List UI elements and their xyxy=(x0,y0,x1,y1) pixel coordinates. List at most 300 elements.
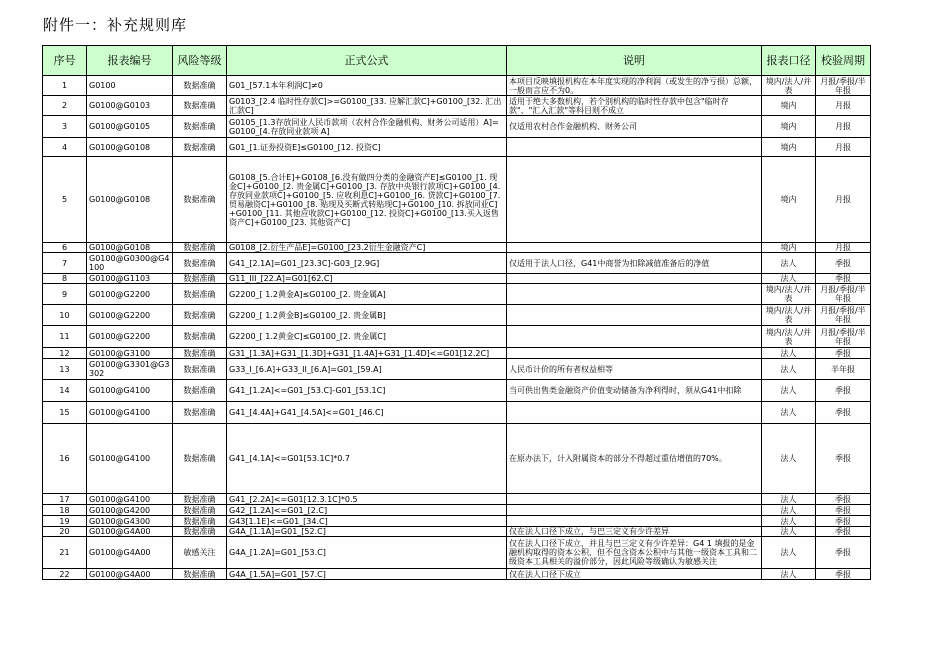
row-risk xyxy=(173,76,227,96)
row-risk xyxy=(173,157,227,243)
row-scope-text: 法人 xyxy=(780,348,797,358)
row-risk-text: 数据准确 xyxy=(183,569,216,579)
row-cycle xyxy=(816,505,871,516)
row-risk-text: 数据准确 xyxy=(183,122,216,131)
row-code-text: G0100 xyxy=(89,81,116,90)
row-formula-text: G41_[4.1A]<=G01[53.1C]*0.7 xyxy=(229,454,350,463)
row-formula xyxy=(227,537,507,569)
row-code xyxy=(87,253,173,274)
row-formula xyxy=(227,274,507,284)
row-note-text: 仅适用农村合作金融机构、财务公司 xyxy=(509,122,637,131)
row-scope-text: 境内 xyxy=(780,122,797,131)
row-scope-text: 境内 xyxy=(780,195,797,204)
row-seq xyxy=(43,305,87,326)
row-risk xyxy=(173,424,227,494)
row-scope-text: 境内/法人/并表 xyxy=(765,306,812,324)
table-row xyxy=(43,157,871,243)
row-code-text: G0100@G4100 xyxy=(89,386,151,395)
table-row xyxy=(43,424,871,494)
row-formula xyxy=(227,76,507,96)
row-code xyxy=(87,274,173,284)
row-code xyxy=(87,380,173,402)
row-scope-text: 法人 xyxy=(780,548,797,557)
row-code xyxy=(87,116,173,138)
row-cycle-text: 季报 xyxy=(835,548,851,557)
row-seq-text: 6 xyxy=(61,243,68,252)
row-code xyxy=(87,305,173,326)
row-formula-text: G31_[1.3A]+G31_[1.3D]+G31_[1.4A]+G31_[1.4D]<=G01[12.2C] xyxy=(229,348,490,358)
row-cycle xyxy=(816,96,871,116)
row-cycle xyxy=(816,157,871,243)
row-scope xyxy=(762,537,816,569)
row-formula xyxy=(227,348,507,359)
row-risk-text: 数据准确 xyxy=(183,516,216,526)
row-scope xyxy=(762,274,816,284)
row-seq-text: 14 xyxy=(59,386,70,395)
row-code-text: G0100@G4A00 xyxy=(89,548,151,557)
row-seq xyxy=(43,326,87,348)
row-cycle-text: 季报 xyxy=(835,274,851,283)
row-seq-text: 21 xyxy=(59,548,70,557)
row-seq xyxy=(43,359,87,380)
row-formula-text: G43[1.1E]<=G01_[34.C] xyxy=(229,516,328,526)
row-cycle xyxy=(816,527,871,537)
header-seq: 序号 xyxy=(43,46,87,76)
row-code-text: G0100@G4100 xyxy=(89,408,151,417)
row-note xyxy=(507,516,762,527)
row-note xyxy=(507,243,762,253)
row-code-text: G0100@G0105 xyxy=(89,122,151,131)
row-cycle xyxy=(816,359,871,380)
row-scope-text: 境内 xyxy=(780,101,797,110)
header-code: 报表编号 xyxy=(87,46,173,76)
row-seq xyxy=(43,402,87,424)
row-code-text: G0100@G4200 xyxy=(89,505,151,515)
row-cycle xyxy=(816,424,871,494)
row-seq xyxy=(43,569,87,580)
row-scope xyxy=(762,243,816,253)
row-code-text: G0100@G0108 xyxy=(89,195,151,204)
row-formula xyxy=(227,96,507,116)
rules-table xyxy=(42,45,871,580)
row-code xyxy=(87,326,173,348)
row-formula xyxy=(227,402,507,424)
table-row xyxy=(43,253,871,274)
row-code xyxy=(87,284,173,305)
row-code-text: G0100@G0108 xyxy=(89,243,151,252)
row-seq-text: 15 xyxy=(59,408,70,417)
row-formula xyxy=(227,284,507,305)
row-scope-text: 法人 xyxy=(780,386,797,395)
row-note xyxy=(507,527,762,537)
row-risk xyxy=(173,402,227,424)
row-note-text: 适用于绝大多数机构，若个别机构的临时性存款中包含"临时存款"、"汇入汇款"等科目则不成立 xyxy=(509,96,729,115)
row-note-text: 仅适用于法人口径，G41中商誉为扣除减值准备后的净值 xyxy=(509,258,710,268)
table-row xyxy=(43,569,871,580)
row-seq-text: 10 xyxy=(59,310,70,320)
row-seq-text: 11 xyxy=(59,332,70,341)
row-risk-text: 数据准确 xyxy=(183,81,216,90)
row-formula xyxy=(227,380,507,402)
row-formula-text: G2200_[ 1.2黄金B]≤G0100_[2. 贵金属B] xyxy=(229,310,386,320)
row-note xyxy=(507,348,762,359)
row-risk xyxy=(173,527,227,537)
row-cycle xyxy=(816,305,871,326)
row-risk-text: 数据准确 xyxy=(183,505,216,515)
row-cycle-text: 季报 xyxy=(835,516,851,526)
row-cycle-text: 季报 xyxy=(835,505,851,515)
table-row xyxy=(43,359,871,380)
row-formula xyxy=(227,326,507,348)
row-seq-text: 20 xyxy=(59,527,70,536)
row-code xyxy=(87,569,173,580)
row-formula-text: G0108_[2.衍生产品E]=G0100_[23.2衍生金融资产C] xyxy=(229,243,426,252)
row-formula-text: G0103_[2.4 临时性存款C]>=G0100_[33. 应解汇款C]+G0100_[32. 汇出汇款C] xyxy=(229,96,502,115)
row-note xyxy=(507,359,762,380)
row-scope xyxy=(762,494,816,505)
row-seq xyxy=(43,516,87,527)
row-code xyxy=(87,494,173,505)
row-formula-text: G01_[57.1本年利润C]≠0 xyxy=(229,81,323,90)
row-seq xyxy=(43,96,87,116)
row-scope-text: 境内 xyxy=(780,243,797,252)
row-risk xyxy=(173,537,227,569)
row-scope xyxy=(762,138,816,157)
row-code-text: G0100@G0300@G4100 xyxy=(89,254,170,272)
row-cycle-text: 季报 xyxy=(835,527,851,536)
row-cycle-text: 季报 xyxy=(835,408,851,417)
row-scope-text: 法人 xyxy=(780,408,797,417)
row-cycle xyxy=(816,76,871,96)
row-risk-text: 数据准确 xyxy=(183,408,216,417)
row-formula-text: G41_[2.2A]<=G01[12.3.1C]*0.5 xyxy=(229,494,358,504)
row-risk-text: 数据准确 xyxy=(183,310,216,320)
table-row xyxy=(43,138,871,157)
table-row xyxy=(43,116,871,138)
row-risk xyxy=(173,253,227,274)
table-row xyxy=(43,516,871,527)
row-risk-text: 数据准确 xyxy=(183,348,216,358)
row-scope-text: 法人 xyxy=(780,569,797,579)
row-seq xyxy=(43,157,87,243)
table-row xyxy=(43,326,871,348)
row-risk xyxy=(173,569,227,580)
row-code xyxy=(87,348,173,359)
row-cycle-text: 季报 xyxy=(835,454,851,463)
row-cycle-text: 月报/季报/半年报 xyxy=(820,306,866,324)
row-scope-text: 法人 xyxy=(780,527,797,536)
row-seq xyxy=(43,424,87,494)
header-cycle: 校验周期 xyxy=(816,46,871,76)
row-seq-text: 2 xyxy=(61,101,68,110)
header-risk: 风险等级 xyxy=(173,46,227,76)
row-formula xyxy=(227,138,507,157)
row-formula-text: G0105_[1.3存放同业人民币款项（农村合作金融机构、财务公司适用）A]=G0100_[4.存放同业款项 A] xyxy=(229,117,499,136)
row-note-text: 当可供出售类金融资产价值变动储备为净利得时，须从G41中扣除 xyxy=(509,386,742,395)
row-formula-text: G0108_[5.合计E]+G0108_[6.没有做四分类的金融资产E]≤G0100_[1. 现金C]+G0100_[2. 贵金属C]+G0100_[3. 存放中央银行款项C]+G0100_[4. 存放同业款项C]+G0100_[5. 应收利息C]+G0100_[6. 贷款C]+G0100_[7. 贸易融资C]+G0100_[8. 贴现及买断式转贴现C]+G0100_[10. 拆放同业C]+G0100_[11. 其他应收款C]+G0100_[12. 投资C]+G0100_[13.买入返售资产C]+G0100_[23. 其他资产C] xyxy=(229,172,501,227)
row-risk-text: 数据准确 xyxy=(183,243,216,252)
row-cycle-text: 月报 xyxy=(835,243,851,252)
row-seq xyxy=(43,537,87,569)
row-seq xyxy=(43,253,87,274)
row-cycle-text: 月报/季报/半年报 xyxy=(820,76,866,95)
row-scope-text: 法人 xyxy=(780,274,797,283)
row-code xyxy=(87,359,173,380)
row-code xyxy=(87,402,173,424)
row-formula-text: G11_III_[22.A]=G01[62.C] xyxy=(229,274,333,283)
row-code-text: G0100@G0103 xyxy=(89,101,151,110)
row-risk-text: 数据准确 xyxy=(183,289,216,299)
row-code xyxy=(87,157,173,243)
row-note-text: 人民币计价的所有者权益相等 xyxy=(509,364,613,374)
row-risk xyxy=(173,138,227,157)
page-title: 附件一：补充规则库 xyxy=(43,16,188,34)
table-row xyxy=(43,305,871,326)
row-risk xyxy=(173,96,227,116)
row-risk-text: 数据准确 xyxy=(183,258,216,268)
row-note xyxy=(507,138,762,157)
row-seq xyxy=(43,138,87,157)
row-cycle xyxy=(816,537,871,569)
row-code xyxy=(87,505,173,516)
row-scope-text: 法人 xyxy=(780,505,797,515)
row-seq-text: 18 xyxy=(59,505,70,515)
header-row xyxy=(43,46,871,76)
row-seq xyxy=(43,116,87,138)
row-risk xyxy=(173,116,227,138)
row-risk-text: 数据准确 xyxy=(183,195,216,204)
row-code-text: G0100@G4100 xyxy=(89,494,151,504)
row-code-text: G0100@G4A00 xyxy=(89,527,151,536)
row-seq-text: 1 xyxy=(61,81,68,90)
row-scope xyxy=(762,359,816,380)
row-scope xyxy=(762,424,816,494)
row-cycle xyxy=(816,253,871,274)
row-seq xyxy=(43,380,87,402)
row-formula xyxy=(227,494,507,505)
row-scope-text: 法人 xyxy=(780,258,797,268)
row-formula xyxy=(227,516,507,527)
row-note-text: 在原办法下，计入附属资本的部分不得超过重估增值的70%。 xyxy=(509,454,727,463)
row-cycle xyxy=(816,516,871,527)
row-risk-text: 数据准确 xyxy=(183,386,216,395)
table-row xyxy=(43,348,871,359)
row-formula xyxy=(227,527,507,537)
row-seq-text: 22 xyxy=(59,569,70,579)
row-code-text: G0100@G2200 xyxy=(89,310,151,320)
table-row xyxy=(43,284,871,305)
row-scope-text: 境内 xyxy=(780,142,797,152)
row-cycle xyxy=(816,243,871,253)
row-code xyxy=(87,424,173,494)
row-cycle-text: 月报 xyxy=(835,122,851,131)
row-scope xyxy=(762,305,816,326)
row-cycle-text: 季报 xyxy=(835,258,851,268)
header-formula: 正式公式 xyxy=(227,46,507,76)
row-seq-text: 9 xyxy=(61,289,68,299)
row-risk-text: 数据准确 xyxy=(183,101,216,110)
row-risk xyxy=(173,494,227,505)
row-formula-text: G41_[2.1A]=G01_[23.3C]-G03_[2.9G] xyxy=(229,258,380,268)
row-scope-text: 境内/法人/并表 xyxy=(765,285,812,303)
row-formula xyxy=(227,243,507,253)
row-seq-text: 7 xyxy=(61,258,68,268)
row-cycle xyxy=(816,569,871,580)
row-risk-text: 数据准确 xyxy=(183,454,216,463)
row-risk xyxy=(173,274,227,284)
row-note xyxy=(507,284,762,305)
row-scope-text: 法人 xyxy=(780,494,797,504)
row-cycle-text: 季报 xyxy=(835,494,851,504)
row-seq-text: 8 xyxy=(61,274,68,283)
row-note-text: 仅在法人口径下成立 xyxy=(509,569,581,579)
row-seq-text: 3 xyxy=(61,122,68,131)
row-scope xyxy=(762,157,816,243)
row-code-text: G0100@G4100 xyxy=(89,454,151,463)
row-code xyxy=(87,516,173,527)
row-cycle xyxy=(816,274,871,284)
row-scope xyxy=(762,569,816,580)
table-row xyxy=(43,527,871,537)
row-risk xyxy=(173,305,227,326)
row-scope-text: 法人 xyxy=(780,454,797,463)
table-row xyxy=(43,402,871,424)
row-formula xyxy=(227,305,507,326)
row-scope-text: 法人 xyxy=(780,364,797,374)
row-note xyxy=(507,402,762,424)
row-risk xyxy=(173,348,227,359)
row-note xyxy=(507,96,762,116)
row-note xyxy=(507,424,762,494)
row-formula-text: G4A_[1.5A]=G01_[57.C] xyxy=(229,569,326,579)
row-note xyxy=(507,157,762,243)
row-seq-text: 13 xyxy=(59,364,70,374)
row-risk-text: 数据准确 xyxy=(183,364,216,374)
row-risk-text: 数据准确 xyxy=(183,274,216,283)
row-code-text: G0100@G2200 xyxy=(89,289,151,299)
row-scope-text: 法人 xyxy=(780,516,797,526)
row-code-text: G0100@G4300 xyxy=(89,516,151,526)
row-note xyxy=(507,505,762,516)
row-cycle xyxy=(816,348,871,359)
row-code-text: G0100@G1103 xyxy=(89,274,151,283)
row-risk xyxy=(173,516,227,527)
row-seq-text: 16 xyxy=(59,454,70,463)
row-formula-text: G01_[1.证券投资E]≤G0100_[12. 投资C] xyxy=(229,142,381,152)
row-scope xyxy=(762,516,816,527)
row-code-text: G0100@G0108 xyxy=(89,142,151,152)
table-body xyxy=(43,76,871,580)
row-cycle-text: 季报 xyxy=(835,569,851,579)
row-cycle-text: 月报 xyxy=(835,195,851,204)
row-code xyxy=(87,527,173,537)
row-seq xyxy=(43,348,87,359)
table-row xyxy=(43,380,871,402)
row-formula xyxy=(227,505,507,516)
row-code-text: G0100@G3301@G3302 xyxy=(89,360,170,378)
row-scope xyxy=(762,505,816,516)
row-scope xyxy=(762,253,816,274)
row-seq-text: 12 xyxy=(59,348,70,358)
row-formula-text: G41_[4.4A]+G41_[4.5A]<=G01_[46.C] xyxy=(229,408,384,417)
row-risk-text: 数据准确 xyxy=(183,142,216,152)
row-seq-text: 19 xyxy=(59,516,70,526)
row-cycle xyxy=(816,138,871,157)
row-cycle xyxy=(816,284,871,305)
row-cycle-text: 半年报 xyxy=(831,364,855,374)
row-formula xyxy=(227,359,507,380)
row-note xyxy=(507,116,762,138)
row-code xyxy=(87,138,173,157)
row-seq-text: 4 xyxy=(61,142,68,152)
row-cycle-text: 月报/季报/半年报 xyxy=(820,327,866,346)
row-code xyxy=(87,243,173,253)
row-scope-text: 境内/法人/并表 xyxy=(765,76,812,95)
row-code xyxy=(87,96,173,116)
table-row xyxy=(43,96,871,116)
row-seq xyxy=(43,284,87,305)
row-seq-text: 5 xyxy=(61,195,68,204)
row-seq xyxy=(43,505,87,516)
row-cycle xyxy=(816,380,871,402)
row-scope xyxy=(762,402,816,424)
row-note xyxy=(507,274,762,284)
row-code-text: G0100@G3100 xyxy=(89,348,151,358)
row-cycle xyxy=(816,494,871,505)
table-row xyxy=(43,76,871,96)
row-seq xyxy=(43,274,87,284)
row-cycle-text: 月报 xyxy=(835,142,851,152)
row-risk xyxy=(173,380,227,402)
row-scope xyxy=(762,527,816,537)
row-risk-text: 数据准确 xyxy=(183,527,216,536)
row-code xyxy=(87,537,173,569)
row-note xyxy=(507,537,762,569)
header-note: 说明 xyxy=(507,46,762,76)
row-seq-text: 17 xyxy=(59,494,70,504)
row-code-text: G0100@G2200 xyxy=(89,332,151,341)
header-scope: 报表口径 xyxy=(762,46,816,76)
row-note xyxy=(507,569,762,580)
table-row xyxy=(43,537,871,569)
row-note xyxy=(507,326,762,348)
row-code xyxy=(87,76,173,96)
row-cycle xyxy=(816,402,871,424)
row-scope xyxy=(762,96,816,116)
row-risk-text: 数据准确 xyxy=(183,494,216,504)
row-cycle-text: 季报 xyxy=(835,386,851,395)
row-formula-text: G42_[1.2A]<=G01_[2.C] xyxy=(229,505,328,515)
row-scope xyxy=(762,326,816,348)
row-formula xyxy=(227,424,507,494)
row-note xyxy=(507,253,762,274)
row-scope xyxy=(762,380,816,402)
row-risk xyxy=(173,505,227,516)
row-formula-text: G2200_[ 1.2黄金A]≤G0100_[2. 贵金属A] xyxy=(229,289,386,299)
row-note-text: 本项目反映填报机构在本年度实现的净利润（或发生的净亏损）总额，一般而言应不为0。 xyxy=(509,76,757,95)
row-formula xyxy=(227,157,507,243)
row-note-text: 仅在法人口径下成立，并且与巴三定义有少许差异：G4 1 填报的是金融机构取得的资本公积，但不包含资本公积中与其他一级资本工具和二级资本工具相关的溢价部分，因此风险等级确认为敏感关注 xyxy=(509,539,757,566)
row-note xyxy=(507,494,762,505)
row-risk-text: 数据准确 xyxy=(183,332,216,341)
row-seq xyxy=(43,76,87,96)
row-risk xyxy=(173,284,227,305)
row-cycle xyxy=(816,326,871,348)
row-risk xyxy=(173,359,227,380)
row-formula-text: G4A_[1.2A]=G01_[53.C] xyxy=(229,548,326,557)
row-code-text: G0100@G4A00 xyxy=(89,569,151,579)
row-seq xyxy=(43,527,87,537)
